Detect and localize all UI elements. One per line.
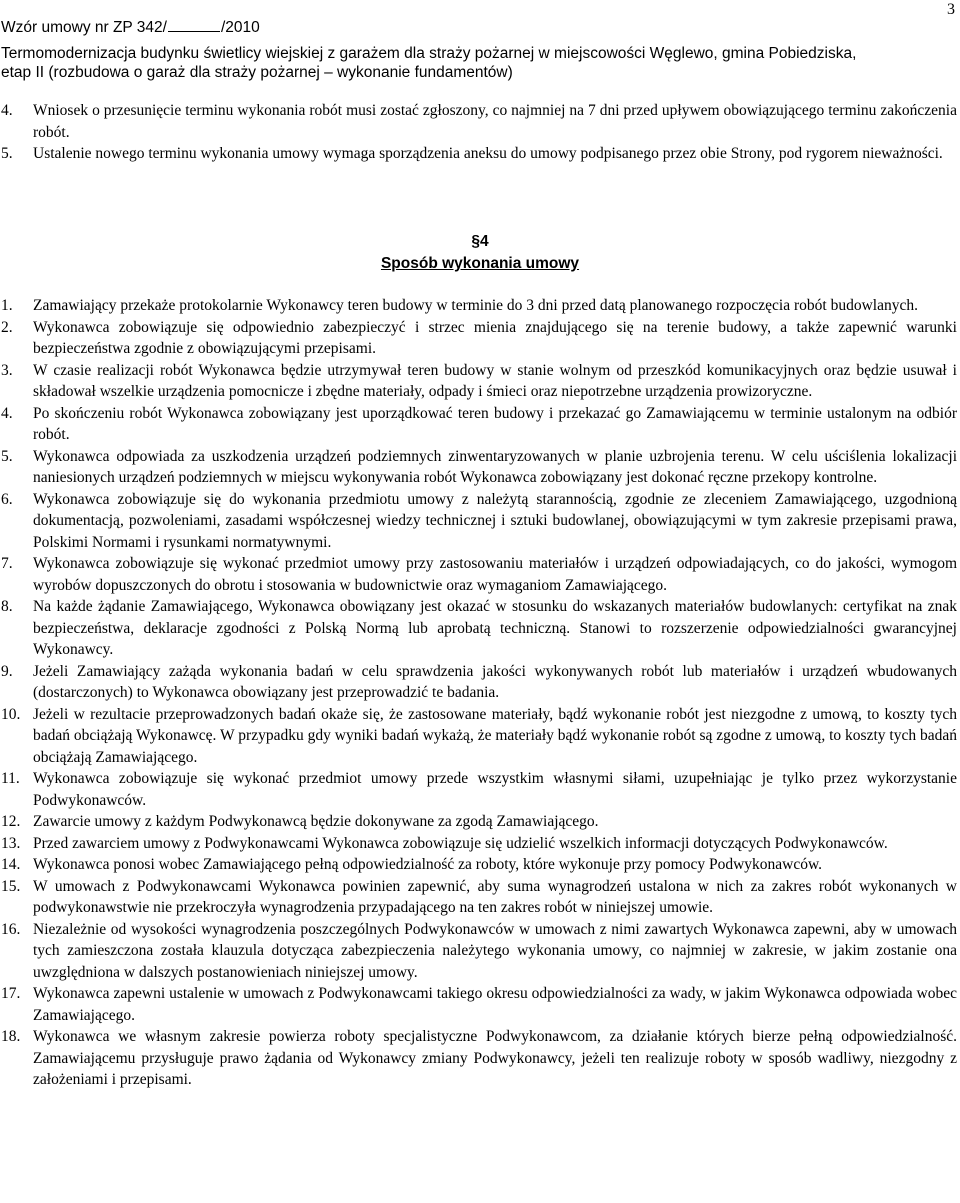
item-text: W czasie realizacji robót Wykonawca będzie utrzymywał teren budowy w stanie wolnym od przeszkód komunikacyjnych oraz będzie usuwał i składował wszelkie urządzenia pomocnicze i zbędne materiały, odpady i śmieci oraz niepotrzebne urządzenia prowizoryczne. xyxy=(33,361,957,400)
list-item xyxy=(1,833,957,855)
item-number: 9. xyxy=(1,662,13,680)
item-text: Wykonawca ponosi wobec Zamawiającego pełną odpowiedzialność za roboty, które wykonuje przy pomocy Podwykonawców. xyxy=(33,856,823,873)
item-text: Wykonawca odpowiada za uszkodzenia urządzeń podziemnych zinwentaryzowanych w planie uzbrojenia terenu. W celu uściślenia lokalizacji naniesionych urządzeń podziemnych w miejscu wykonywania robót Wykonawca zobowiązany jest dokonać ręczne przekopy kontrolne. xyxy=(33,447,957,486)
header-contract-prefix: Wzór umowy nr ZP 342/ xyxy=(1,19,167,36)
item-text: Jeżeli Zamawiający zażąda wykonania badań w celu sprawdzenia jakości wykonywanych robót lub materiałów i urządzeń wbudowanych (dostarczonych) to Wykonawca obowiązany jest przeprowadzić te badania. xyxy=(33,662,957,701)
header-title-line1: Termomodernizacja budynku świetlicy wiejskiej z garażem dla straży pożarnej w miejscowości Węglewo, gmina Pobiedziska, xyxy=(1,45,857,62)
item-number: 11. xyxy=(1,770,20,787)
header-title-line2: etap II (rozbudowa o garaż dla straży pożarnej – wykonanie fundamentów) xyxy=(1,64,513,81)
item-number: 18. xyxy=(1,1028,21,1045)
item-number: 13. xyxy=(1,834,21,852)
previous-section-list xyxy=(1,100,957,165)
item-text: Wykonawca zobowiązuje się do wykonania przedmiotu umowy z należytą starannością, zgodnie ze zleceniem Zamawiającego, uzgodnioną dokumentacją, pozwoleniami, zasadami współczesnej wiedzy technicznej i sztuki budowlanej, obowiązującymi w tym zakresie przepisami prawa, Polskimi Normami i rysunkami normatywnymi. xyxy=(33,490,957,551)
list-item xyxy=(1,446,957,489)
list-item xyxy=(1,317,957,360)
item-number: 12. xyxy=(1,813,21,830)
list-item xyxy=(1,295,957,317)
section-items-list xyxy=(1,295,957,1091)
list-item xyxy=(1,553,957,596)
list-item xyxy=(1,876,957,919)
header-contract-number xyxy=(1,18,260,37)
item-text: Na każde żądanie Zamawiającego, Wykonawca obowiązany jest okazać w stosunku do wskazanych materiałów budowlanych: certyfikat na znak bezpieczeństwa, deklaracje zgodności z Polską Normą lub aprobatą techniczną. Stanowi to rozszerzenie odpowiedzialności gwarancyjnej Wykonawcy. xyxy=(33,598,957,658)
item-number: 1. xyxy=(1,297,13,314)
item-text: Wykonawca zobowiązuje się wykonać przedmiot umowy przy zastosowaniu materiałów i urządzeń odpowiadających, co do jakości, wymogom wyrobów dopuszczonych do obrotu i stosowania w budownictwie oraz wymaganiom Zamawiającego. xyxy=(33,555,957,594)
header-contract-suffix: /2010 xyxy=(220,19,260,36)
item-number: 16. xyxy=(1,920,21,938)
page-number: 3 xyxy=(947,1,955,18)
item-text: Wykonawca zobowiązuje się wykonać przedmiot umowy przede wszystkim własnymi siłami, uzupełniając je tylko przez wykorzystanie Podwykonawców. xyxy=(33,770,957,809)
item-number: 14. xyxy=(1,856,21,873)
item-text: Przed zawarciem umowy z Podwykonawcami Wykonawca zobowiązuje się udzielić wszelkich informacji dotyczących Podwykonawców. xyxy=(33,834,888,852)
list-item xyxy=(1,100,957,143)
item-text: Niezależnie od wysokości wynagrodzenia poszczególnych Podwykonawców w umowach z nimi zawartych Wykonawca zapewni, aby w umowach tych zamieszczona została klauzula dotycząca zabezpieczenia należytego wykonania umowy, co najmniej w zakresie, w jakim zostanie ona uwzględniona w dalszych postanowieniach niniejszej umowy. xyxy=(33,920,957,981)
item-number: 15. xyxy=(1,877,21,895)
list-item xyxy=(1,661,957,704)
list-item xyxy=(1,811,957,833)
item-text: Zamawiający przekaże protokolarnie Wykonawcy teren budowy w terminie do 3 dni przed datą planowanego rozpoczęcia robót budowlanych. xyxy=(33,297,918,314)
list-item xyxy=(1,768,957,811)
item-text: Wykonawca zapewni ustalenie w umowach z Podwykonawcami takiego okresu odpowiedzialności za wady, w jakim Wykonawca odpowiada wobec Zamawiającego. xyxy=(33,985,957,1024)
section-title: Sposób wykonania umowy xyxy=(380,255,580,272)
item-number: 3. xyxy=(1,361,13,379)
item-number: 4. xyxy=(1,404,13,422)
list-item xyxy=(1,403,957,446)
item-text: Wniosek o przesunięcie terminu wykonania robót musi zostać zgłoszony, co najmniej na 7 dni przed upływem obowiązującego terminu zakończenia robót. xyxy=(33,102,957,141)
list-item xyxy=(1,919,957,984)
list-item xyxy=(1,704,957,769)
item-number: 5. xyxy=(1,145,13,162)
list-item xyxy=(1,983,957,1026)
list-item xyxy=(1,143,957,165)
list-item xyxy=(1,854,957,876)
blank-underline xyxy=(168,18,220,32)
item-number: 5. xyxy=(1,447,13,465)
item-text: Jeżeli w rezultacie przeprowadzonych badań okaże się, że zastosowane materiały, bądź wykonanie robót jest niezgodne z umową, to koszty tych badań obciążają Wykonawcę. W przypadku gdy wyniki badań wykażą, że materiały bądź wykonanie robót są zgodne z umową, to koszty tych badań obciążają Zamawiającego. xyxy=(33,705,957,766)
list-item xyxy=(1,489,957,554)
item-text: Zawarcie umowy z każdym Podwykonawcą będzie dokonywane za zgodą Zamawiającego. xyxy=(33,813,599,830)
list-item xyxy=(1,360,957,403)
item-number: 7. xyxy=(1,555,13,572)
item-number: 10. xyxy=(1,705,21,723)
list-item xyxy=(1,1026,957,1091)
item-number: 8. xyxy=(1,598,13,615)
item-text: Wykonawca we własnym zakresie powierza roboty specjalistyczne Podwykonawcom, za działanie których bierze pełną odpowiedzialność. Zamawiającemu przysługuje prawo żądania od Wykonawcy zmiany Podwykonawcy, jeżeli ten realizuje roboty w sposób wadliwy, niezgodny z założeniami i przepisami. xyxy=(33,1028,957,1088)
item-number: 2. xyxy=(1,318,13,336)
item-number: 4. xyxy=(1,102,13,119)
item-number: 6. xyxy=(1,490,13,508)
item-text: Wykonawca zobowiązuje się odpowiednio zabezpieczyć i strzec mienia znajdującego się na terenie budowy, a także zapewnić warunki bezpieczeństwa zgodnie z obowiązującymi przepisami. xyxy=(33,318,957,357)
item-number: 17. xyxy=(1,985,21,1002)
list-item xyxy=(1,596,957,661)
item-text: W umowach z Podwykonawcami Wykonawca powinien zapewnić, aby suma wynagrodzeń ustalona w nich za zakres robót wykonanych w podwykonawstwie nie przekroczyła wynagrodzenia przypadającego na ten zakres robót w niniejszej umowie. xyxy=(33,877,957,916)
item-text: Po skończeniu robót Wykonawca zobowiązany jest uporządkować teren budowy i przekazać go Zamawiającemu w terminie ustalonym na odbiór robót. xyxy=(33,404,957,443)
item-text: Ustalenie nowego terminu wykonania umowy wymaga sporządzenia aneksu do umowy podpisanego przez obie Strony, pod rygorem nieważności. xyxy=(33,145,943,162)
section-number: §4 xyxy=(471,233,489,250)
